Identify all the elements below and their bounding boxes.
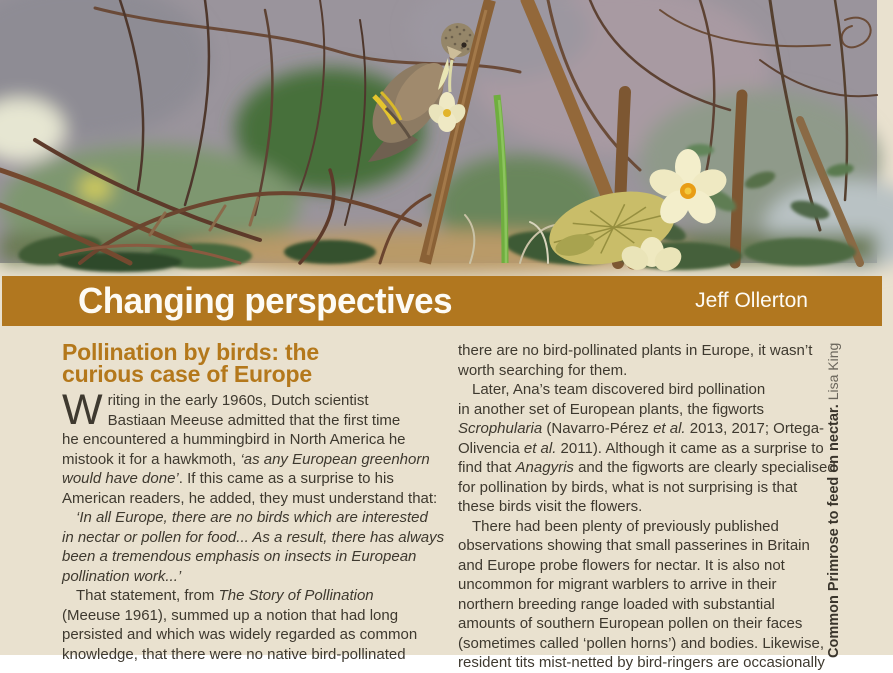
body-text: Later, Ana’s team discovered bird pollination <box>472 381 766 398</box>
paragraph <box>458 517 825 673</box>
body-text: (Meeuse 1961), summed up a notion that had long <box>62 606 399 624</box>
italic-text: would have done’ <box>62 470 179 487</box>
text-line <box>458 400 816 420</box>
body-text: amounts of southern European pollen on their faces <box>458 615 803 632</box>
photo-credit-name: Lisa King <box>825 342 841 405</box>
text-line <box>458 478 816 498</box>
italic-text: ‘In all Europe, there are no birds which are interested <box>76 509 428 526</box>
body-text: 2011). Although it came as a surprise to <box>556 439 824 457</box>
body-text: observations showing that small passerines in Britain <box>458 537 810 554</box>
body-text: (sometimes called ‘pollen horns’) and bodies. Likewise, <box>458 634 825 652</box>
paragraph <box>62 586 448 664</box>
paragraph <box>458 341 816 380</box>
body-text: worth searching for them. <box>458 361 628 379</box>
photo-caption <box>822 328 845 658</box>
body-text: Bastiaan Meeuse admitted that the first time <box>107 411 401 429</box>
italic-text: The Story of Pollination <box>218 587 374 604</box>
italic-text: ‘as any European greenhorn <box>240 450 430 468</box>
body-text: these birds visit the flowers. <box>458 498 643 515</box>
text-line <box>62 528 448 548</box>
paragraph <box>62 386 448 508</box>
author-name: Jeff Ollerton <box>695 289 808 312</box>
body-text: in another set of European plants, the figworts <box>458 400 765 418</box>
body-text: he encountered a hummingbird in North America he <box>62 431 406 448</box>
body-text: persisted and which was widely regarded as common <box>62 626 418 643</box>
text-line <box>458 614 816 634</box>
body-text: and Europe probe flowers for nectar. It is also not <box>458 556 785 574</box>
text-line <box>458 575 816 595</box>
body-text: 2013, 2017; Ortega- <box>685 420 825 437</box>
text-line <box>62 645 448 665</box>
heading-line-1: Pollination by birds: the <box>62 339 319 365</box>
body-text: northern breeding range loaded with substantial <box>458 595 775 613</box>
text-line <box>62 625 448 645</box>
body-text: Olivencia <box>458 439 524 457</box>
body-text: riting in the early 1960s, Dutch scientist <box>107 392 369 409</box>
body-text: uncommon for migrant warblers to arrive in their <box>458 576 777 593</box>
section-banner <box>2 276 882 326</box>
text-line <box>458 634 825 654</box>
drop-cap: W <box>62 386 103 434</box>
body-text: (Navarro-Pérez <box>542 420 654 437</box>
text-line <box>62 606 448 626</box>
italic-text: pollination work...’ <box>62 567 182 585</box>
paragraph <box>62 508 448 586</box>
column-left <box>62 341 448 664</box>
text-line <box>62 586 448 606</box>
photo <box>0 0 877 263</box>
italic-text: Anagyris <box>515 459 574 476</box>
heading-line-2: curious case of Europe <box>62 361 312 387</box>
text-line <box>62 567 448 587</box>
text-line <box>62 469 448 489</box>
text-line <box>458 361 816 381</box>
text-line <box>458 536 816 556</box>
italic-text: been a tremendous emphasis on insects in European <box>62 548 417 565</box>
text-line <box>458 497 816 517</box>
italic-text: Scrophularia <box>458 420 543 437</box>
body-text: That statement, from <box>76 587 219 604</box>
body-text: There had been plenty of previously published <box>472 517 779 535</box>
italic-text: et al. <box>523 439 557 457</box>
body-text: find that <box>458 459 516 476</box>
text-line <box>458 595 816 615</box>
body-text: knowledge, that there were no native bird-pollinated <box>62 645 406 663</box>
text-line <box>458 458 836 478</box>
text-line <box>62 411 448 431</box>
text-line <box>62 508 448 528</box>
text-line <box>458 380 816 400</box>
text-line <box>458 556 816 576</box>
section-title: Changing perspectives <box>78 280 453 321</box>
italic-text: et al. <box>653 420 686 437</box>
text-line <box>62 430 448 450</box>
italic-text: in nectar or pollen for food... As a result, there has always <box>62 528 445 546</box>
text-line <box>62 450 448 470</box>
text-line <box>458 653 825 673</box>
body-text: for pollination by birds, what is not surprising is that <box>458 478 798 496</box>
paragraph <box>458 380 836 517</box>
photo-caption-text: Common Primrose to feed on nectar. <box>826 404 842 658</box>
text-line <box>458 439 824 459</box>
body-text: and the figworts are clearly specialised <box>573 459 836 476</box>
body-text: mistook it for a hawkmoth, <box>62 450 241 468</box>
text-line <box>458 419 825 439</box>
article-heading <box>62 341 448 385</box>
text-line <box>62 547 448 567</box>
body-text: American readers, he added, they must understand that: <box>62 489 438 507</box>
body-text: . If this came as a surprise to his <box>178 470 394 487</box>
body-text: resident tits mist-netted by bird-ringers are occasionally <box>458 654 825 671</box>
text-line <box>458 517 816 537</box>
photo-illustration <box>0 0 877 263</box>
text-line <box>62 489 448 509</box>
body-text: there are no bird-pollinated plants in Europe, it wasn’t <box>458 342 813 359</box>
text-line <box>62 391 448 411</box>
text-line <box>458 341 816 361</box>
